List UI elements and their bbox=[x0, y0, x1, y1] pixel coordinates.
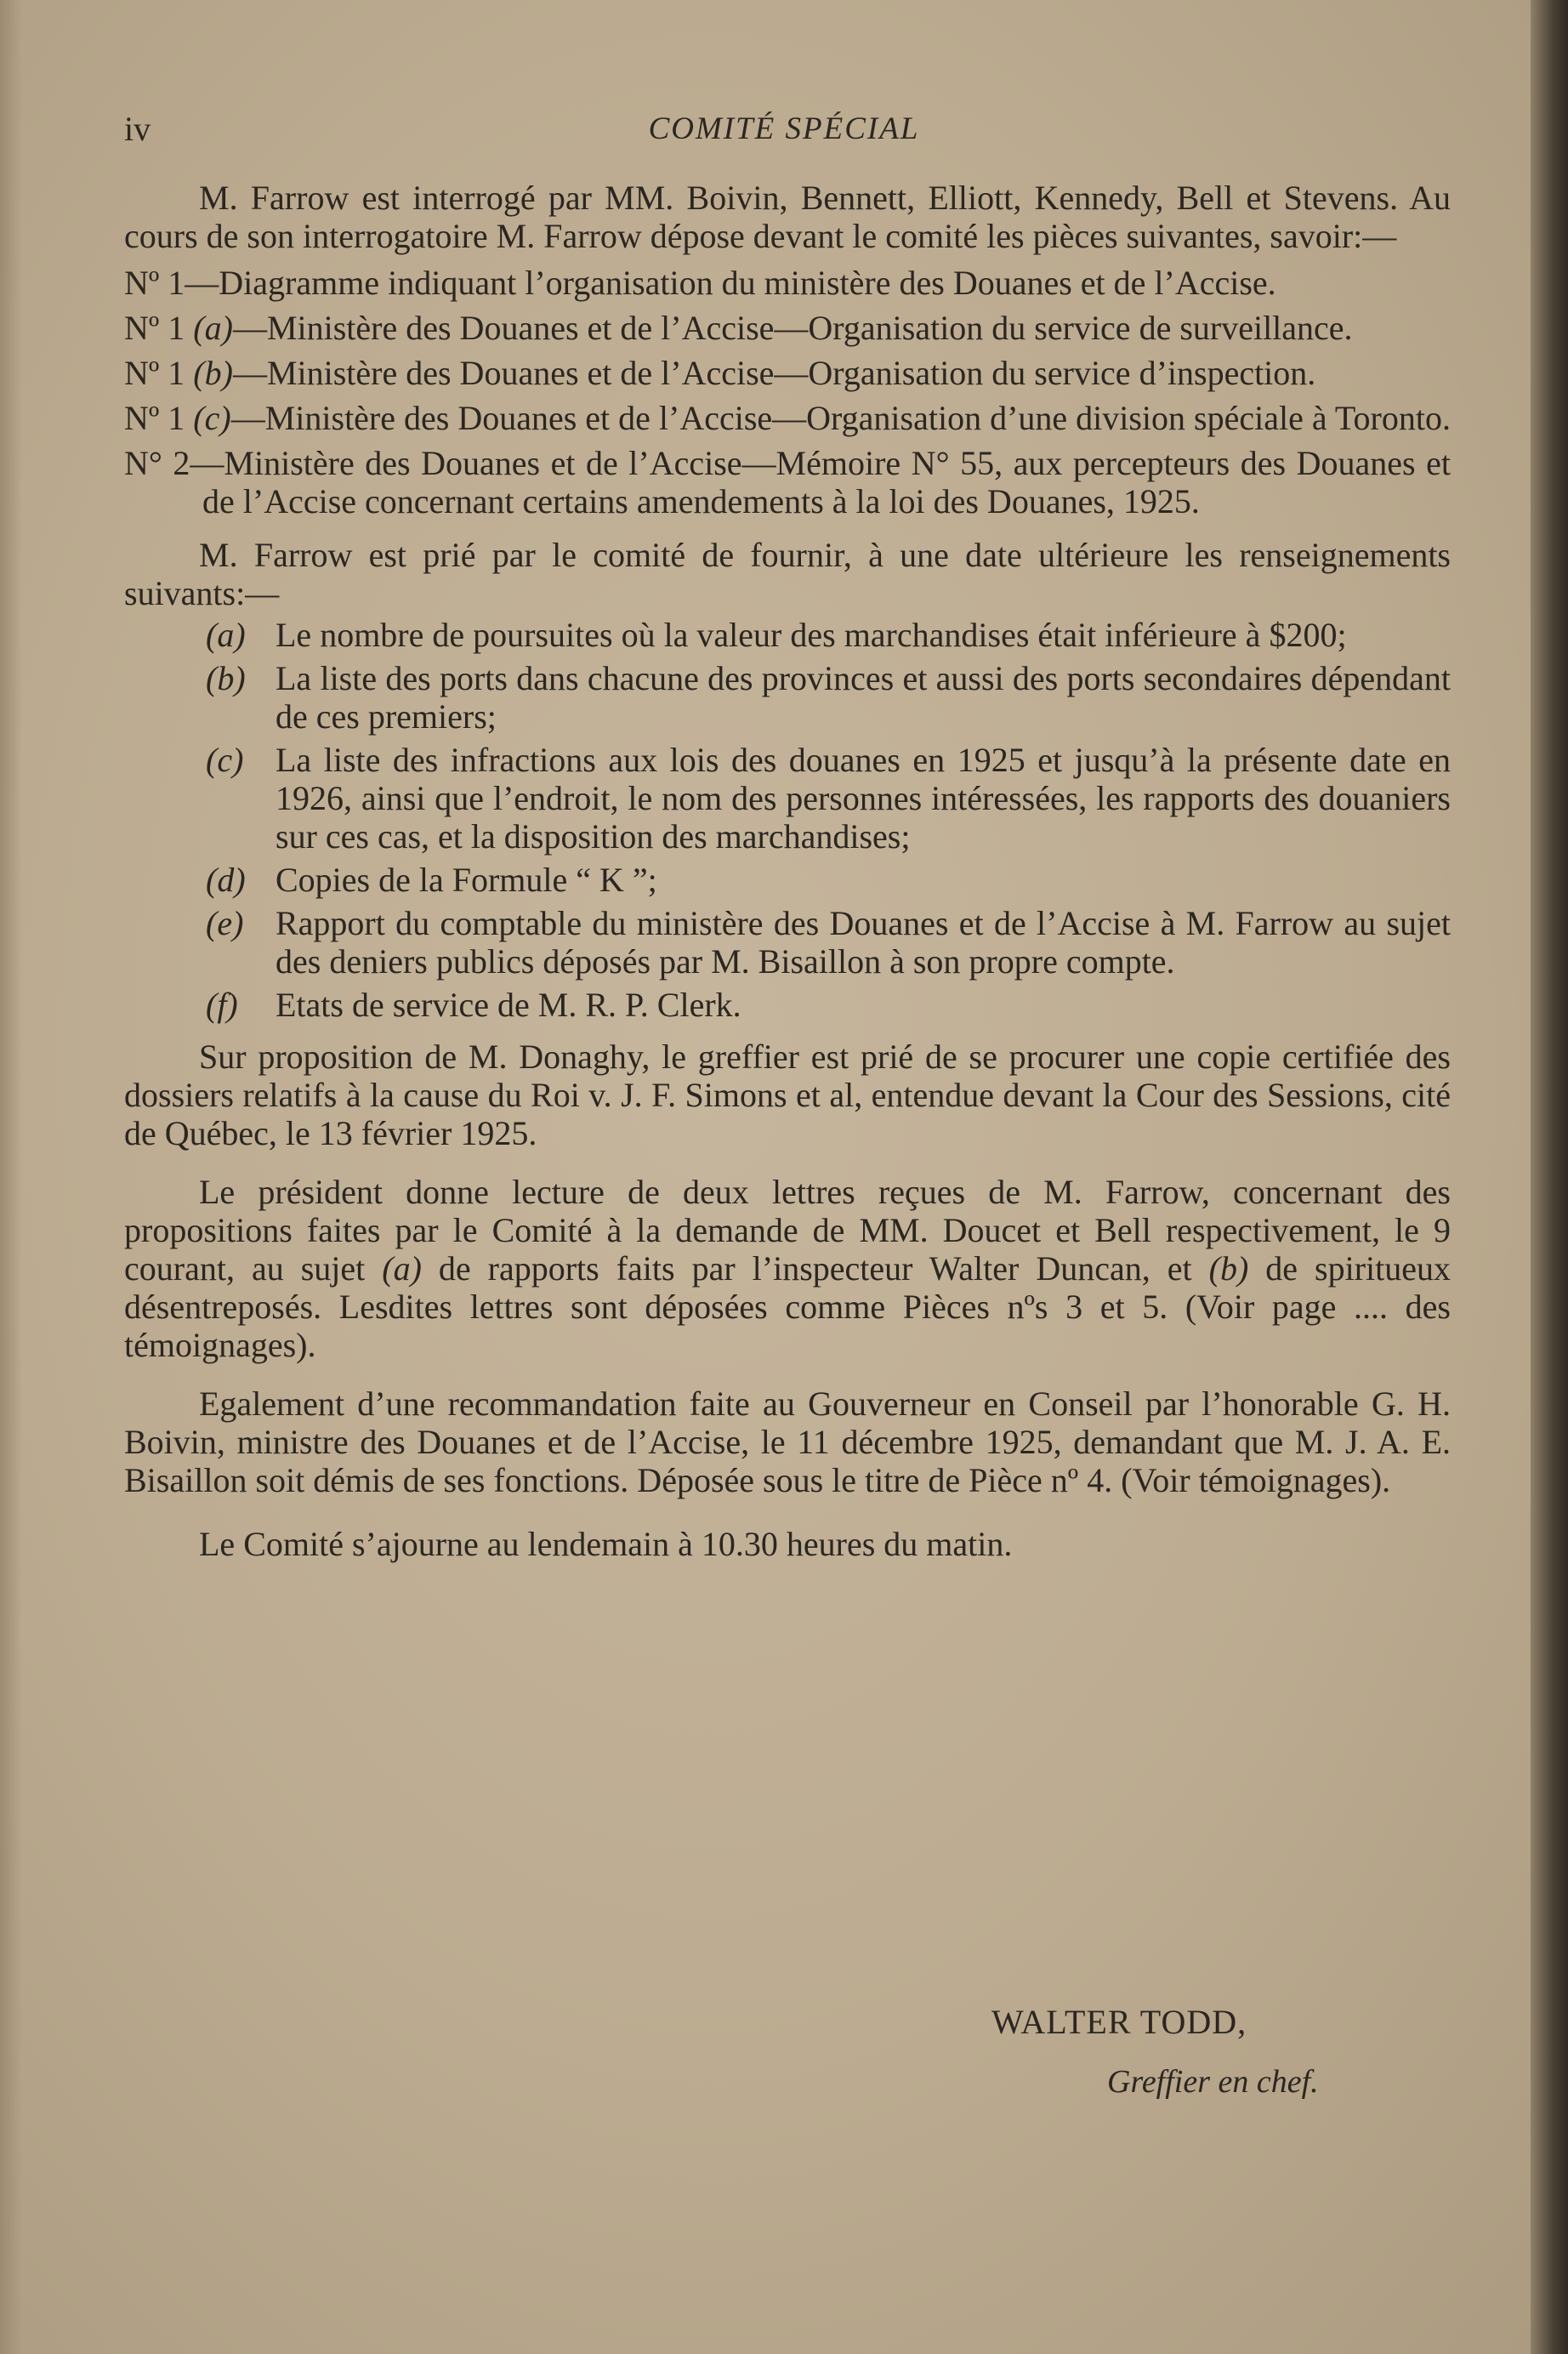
exhibit-number: Nº 1 bbox=[124, 309, 194, 347]
request-label: (f) bbox=[206, 986, 238, 1024]
exhibit-sub-label: (a) bbox=[193, 309, 233, 347]
request-label: (e) bbox=[206, 904, 244, 942]
request-label: (d) bbox=[206, 861, 246, 899]
request-text: Le nombre de poursuites où la valeur des marchandises était inférieure à $200; bbox=[276, 616, 1347, 654]
request-item bbox=[124, 616, 1451, 654]
exhibit-text: —Ministère des Douanes et de l’Accise—Organisation du service de surveillance. bbox=[232, 309, 1353, 347]
exhibit-item bbox=[124, 399, 1451, 437]
exhibit-item bbox=[124, 264, 1451, 302]
request-list bbox=[124, 616, 1451, 1024]
president-text-part: de spiritueux désentreposés. Lesdites lettres sont déposées comme Pièces nºs 3 et 5. (Voir page .... des témoignages). bbox=[124, 1249, 1451, 1364]
request-label: (b) bbox=[206, 659, 246, 697]
exhibit-number: N° 2 bbox=[124, 444, 190, 482]
request-text: La liste des infractions aux lois des douanes en 1925 et jusqu’à la présente date en 1926, ainsi que l’endroit, le nom des personnes intéressées, les rapports des douaniers sur ces cas, et la disposition des marchandises; bbox=[276, 741, 1451, 856]
exhibit-sub-label: (b) bbox=[193, 354, 233, 392]
request-item bbox=[124, 659, 1451, 736]
exhibit-sub-label: (c) bbox=[193, 399, 231, 437]
exhibit-list bbox=[124, 264, 1451, 520]
request-intro-paragraph: M. Farrow est prié par le comité de fournir, à une date ultérieure les renseignements suivants:— bbox=[124, 536, 1451, 612]
page-edge-shadow-right bbox=[1531, 0, 1568, 2354]
page-edge-shadow-left bbox=[0, 0, 22, 2354]
donaghy-paragraph: Sur proposition de M. Donaghy, le greffier est prié de se procurer une copie certifiée des dossiers relatifs à la cause du Roi v. J. F. Simons et al, entendue devant la Cour des Sessions, cité de Québec, le 13 février 1925. bbox=[124, 1038, 1451, 1152]
request-item bbox=[124, 861, 1451, 899]
adjourn-paragraph: Le Comité s’ajourne au lendemain à 10.30 heures du matin. bbox=[199, 1525, 1013, 1563]
exhibit-number: Nº 1 bbox=[124, 354, 194, 392]
president-label-a: (a) bbox=[382, 1249, 422, 1288]
request-text: La liste des ports dans chacune des provinces et aussi des ports secondaires dépendant de ces premiers; bbox=[276, 659, 1451, 736]
recommendation-paragraph: Egalement d’une recommandation faite au Gouverneur en Conseil par l’honorable G. H. Boivin, ministre des Douanes et de l’Accise, le 11 décembre 1925, demandant que M. J. A. E. Bisaillon soit démis de ses fonctions. Déposée sous le titre de Pièce nº 4. (Voir témoignages). bbox=[124, 1385, 1451, 1499]
president-text-part: de rapports faits par l’inspecteur Walter Duncan, et bbox=[421, 1249, 1209, 1288]
request-item bbox=[124, 904, 1451, 981]
exhibit-text: —Ministère des Douanes et de l’Accise—Organisation d’une division spéciale à Toronto. bbox=[230, 399, 1451, 437]
intro-paragraph: M. Farrow est interrogé par MM. Boivin, Bennett, Elliott, Kennedy, Bell et Stevens. Au cours de son interrogatoire M. Farrow dépose devant le comité les pièces suivantes, savoir:— bbox=[124, 179, 1451, 255]
request-item bbox=[124, 741, 1451, 856]
signature-name: WALTER TODD, bbox=[991, 2003, 1247, 2041]
request-label: (a) bbox=[206, 616, 246, 654]
president-label-b: (b) bbox=[1208, 1249, 1249, 1288]
exhibit-number: Nº 1 bbox=[124, 399, 194, 437]
body-text bbox=[124, 179, 1451, 1563]
request-text: Rapport du comptable du ministère des Douanes et de l’Accise à M. Farrow au sujet des deniers publics déposés par M. Bisaillon à son propre compte. bbox=[276, 904, 1451, 981]
request-item bbox=[124, 986, 1451, 1024]
request-text: Etats de service de M. R. P. Clerk. bbox=[276, 986, 741, 1024]
running-title: COMITÉ SPÉCIAL bbox=[648, 111, 920, 146]
exhibit-item bbox=[124, 309, 1451, 347]
request-label: (c) bbox=[206, 741, 244, 779]
exhibit-text: —Ministère des Douanes et de l’Accise—Mémoire N° 55, aux percepteurs des Douanes et de l’Accise concernant certains amendements à la loi des Douanes, 1925. bbox=[190, 444, 1451, 520]
exhibit-item bbox=[124, 444, 1451, 520]
exhibit-number: Nº 1 bbox=[124, 264, 185, 302]
signature-role: Greffier en chef. bbox=[1107, 2064, 1319, 2100]
exhibit-item bbox=[124, 354, 1451, 392]
president-text-part: Le président donne lecture de deux lettres reçues de M. Farrow, concernant des propositions faites par le Comité à la demande de MM. Doucet et Bell respectivement, le 9 courant, au sujet bbox=[124, 1173, 1451, 1288]
president-paragraph bbox=[124, 1173, 1451, 1364]
page-number: iv bbox=[124, 110, 151, 148]
exhibit-text: —Diagramme indiquant l’organisation du ministère des Douanes et de l’Accise. bbox=[185, 264, 1276, 302]
request-text: Copies de la Formule “ K ”; bbox=[276, 861, 657, 899]
exhibit-text: —Ministère des Douanes et de l’Accise—Organisation du service d’inspection. bbox=[232, 354, 1316, 392]
